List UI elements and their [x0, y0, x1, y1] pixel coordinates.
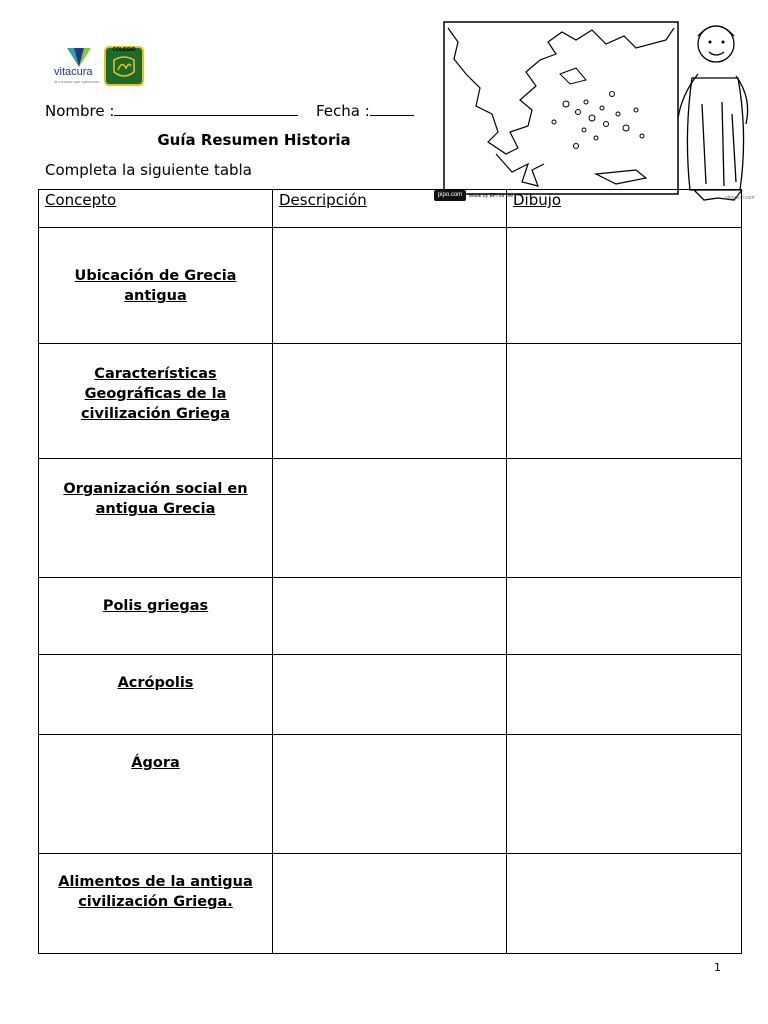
drawing-cell[interactable]	[507, 655, 742, 735]
crest-label: COLEGIO	[112, 47, 136, 53]
page-title: Guía Resumen Historia	[157, 131, 351, 149]
pipo-watermark: pipo.com	[434, 190, 466, 201]
nombre-label: Nombre :	[45, 102, 115, 120]
drawing-cell[interactable]	[507, 854, 742, 954]
description-cell[interactable]	[273, 344, 507, 459]
greece-map-illustration	[436, 14, 762, 204]
concept-cell: Acrópolis	[39, 655, 273, 735]
fecha-field[interactable]	[316, 101, 414, 120]
description-cell[interactable]	[273, 578, 507, 655]
fecha-blank[interactable]	[370, 101, 414, 116]
table-row	[39, 735, 742, 854]
vitacura-tagline: la comuna que queremos	[54, 79, 100, 84]
instruction-text: Completa la siguiente tabla	[45, 161, 252, 179]
table-row	[39, 459, 742, 578]
description-cell[interactable]	[273, 735, 507, 854]
page-number: 1	[714, 961, 721, 974]
column-header-dibujo: Dibujo	[507, 190, 742, 228]
table-header-row	[39, 190, 742, 228]
table-row	[39, 344, 742, 459]
summary-table	[38, 189, 742, 954]
fecha-label: Fecha :	[316, 102, 370, 120]
concept-cell: Alimentos de la antigua civilización Griega.	[39, 854, 273, 954]
illustration-credit: Made by EPI for the	[469, 193, 514, 199]
column-header-concepto: Concepto	[39, 190, 273, 228]
nombre-field[interactable]	[45, 101, 298, 120]
description-cell[interactable]	[273, 655, 507, 735]
illustration-credit-right: pipoclub.com	[725, 195, 755, 201]
table-row	[39, 854, 742, 954]
table-row	[39, 578, 742, 655]
drawing-cell[interactable]	[507, 344, 742, 459]
school-logos	[54, 46, 146, 86]
vitacura-logo-icon	[66, 46, 92, 68]
concept-cell: Organización social en antigua Grecia	[39, 459, 273, 578]
description-cell[interactable]	[273, 854, 507, 954]
drawing-cell[interactable]	[507, 228, 742, 344]
drawing-cell[interactable]	[507, 735, 742, 854]
vitacura-wordmark: vitacura	[54, 66, 93, 78]
concept-cell: Polis griegas	[39, 578, 273, 655]
description-cell[interactable]	[273, 459, 507, 578]
table-row	[39, 228, 742, 344]
nombre-blank[interactable]	[114, 101, 298, 116]
description-cell[interactable]	[273, 228, 507, 344]
concept-cell: Ubicación de Grecia antigua	[39, 228, 273, 344]
concept-cell: Características Geográficas de la civilización Griega	[39, 344, 273, 459]
column-header-descripcion: Descripción	[273, 190, 507, 228]
drawing-cell[interactable]	[507, 459, 742, 578]
school-crest	[104, 46, 144, 86]
concept-cell: Ágora	[39, 735, 273, 854]
drawing-cell[interactable]	[507, 578, 742, 655]
table-row	[39, 655, 742, 735]
